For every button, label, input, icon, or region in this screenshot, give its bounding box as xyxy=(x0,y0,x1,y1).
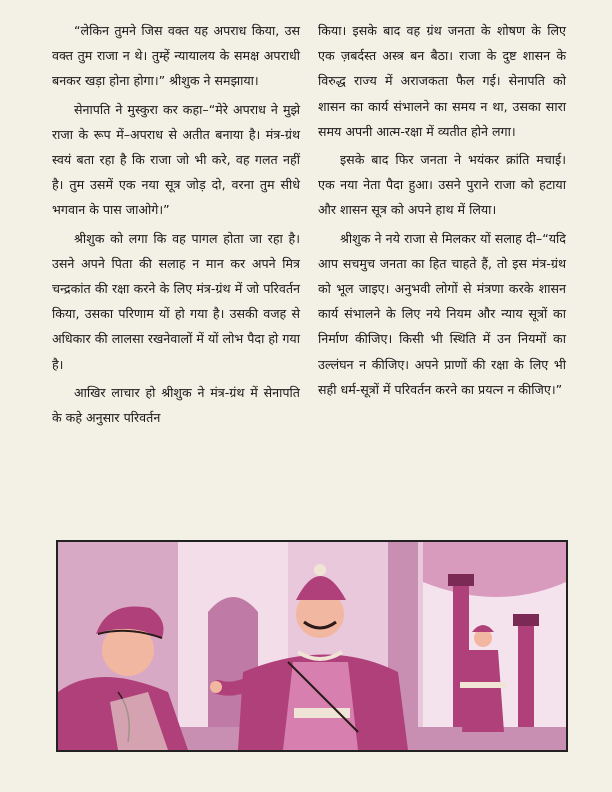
text-column-left xyxy=(52,18,300,430)
paragraph: किया। इसके बाद वह ग्रंथ जनता के शोषण के लिए एक ज़बर्दस्त अस्त्र बन बैठा। राजा के दुष्ट शासन के विरुद्ध राज्य में अराजकता फैल गई। सेनापति को शासन का कार्य संभालने का समय न था, उसका सारा समय अपनी आत्म-रक्षा में व्यतीत होने लगा। xyxy=(318,23,566,139)
paragraph: “लेकिन तुमने जिस वक्त यह अपराध किया, उस वक्त तुम राजा न थे। तुम्हें न्यायालय के समक्ष अपराधी बनकर खड़ा होना होगा।” श्रीशुक ने समझाया। xyxy=(52,23,300,89)
text-column-right xyxy=(318,18,566,402)
paragraph: श्रीशुक को लगा कि वह पागल होता जा रहा है। उसने अपने पिता की सलाह न मान कर अपने मित्र चन्द्रकांत की रक्षा करने के लिए मंत्र-ग्रंथ में जो परिवर्तन किया, उसका परिणाम यों हो गया है। उसकी वजह से अधिकार की लालसा रखनेवालों में यों लोभ पैदा हो गया है। xyxy=(52,230,300,372)
paragraph: इसके बाद फिर जनता ने भयंकर क्रांति मचाई। एक नया नेता पैदा हुआ। उसने पुराने राजा को हटाया और शासन सूत्र को अपने हाथ में लिया। xyxy=(318,152,566,218)
illustration-scene xyxy=(58,542,566,750)
paragraph: सेनापति ने मुस्कुरा कर कहा–“मेरे अपराध ने मुझे राजा के रूप में–अपराध से अतीत बनाया है। मंत्र-ग्रंथ स्वयं बता रहा है कि राजा जो भी करे, वह गलत नहीं है। तुम उसमें एक नया सूत्र जोड़ दो, वरना तुम सीधे भगवान के पास जाओगे।” xyxy=(52,101,300,218)
paragraph: आखिर लाचार हो श्रीशुक ने मंत्र-ग्रंथ में सेनापति के कहे अनुसार परिवर्तन xyxy=(52,384,300,426)
comic-panel-illustration xyxy=(56,540,568,752)
paragraph: श्रीशुक ने नये राजा से मिलकर यों सलाह दी–“यदि आप सचमुच जनता का हित चाहते हैं, तो इस मंत्र-ग्रंथ को भूल जाइए। अनुभवी लोगों से मंत्रणा करके शासन कार्य संभालने के लिए नये नियम और न्याय सूत्रों का निर्माण कीजिए। किसी भी स्थिति में उन नियमों का उल्लंघन न कीजिए। अपने प्राणों की रक्षा के लिए भी सही धर्म-सूत्रों में परिवर्तन करने का प्रयत्न न कीजिए।” xyxy=(318,230,566,397)
